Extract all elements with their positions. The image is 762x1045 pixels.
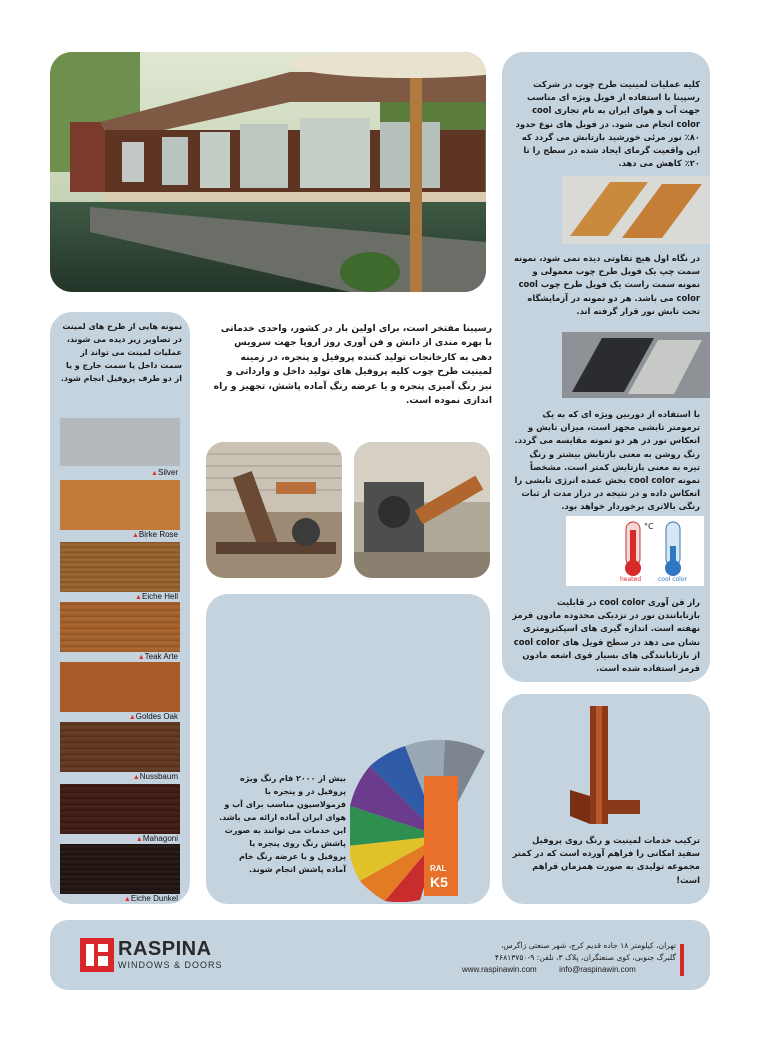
swatch-birke-rose [60,480,180,530]
laminating-machine-photo-left [206,442,342,578]
swatch-silver-label: ▲Silver [151,468,178,477]
footer-website-link[interactable]: www.raspinawin.com [462,965,537,974]
swatch-eiche-dunkel [60,844,180,894]
thermo-cool-label: cool color [658,576,687,583]
thermal-measurement-text: با استفاده از دوربین ویژه ای که به یک ترمومتر تابشی مجهز است، میزان تابش و انعکاس نور در هر دو نمونه مقایسه می گردد. رنگ روشن به معنی بازتابش بیشتر و رنگ تیره به معنی بازتابش کمتر است. مشخصاً نمونه cool color بخش عمده انرژی تابشی را انعکاس داده و در نتیجه در دراز مدت از ثبات رنگی بالاتری برخوردار خواهد بود. [514,409,700,512]
footer-email-link[interactable]: info@raspinawin.com [559,965,636,974]
footer-accent-bar [680,944,684,976]
intro-text: رسپینا مفتخر است، برای اولین بار در کشور، واحدی خدماتی با بهره مندی از دانش و فن آوری روز اروپا جهت سرویس دهی به کارخانجات تولید کننده پروفیل و پنجره، در زمینه لمینیت طرح چوب کلیه پروفیل های تولید داخل و وارداتی و نیز رنگ آمیزی پنجره و یا عرضه رنگ آماده پاشش، تجهیز و راه اندازی نموده است. [213,323,492,407]
footer-web-row [462,964,676,976]
laminate-samples-text: نمونه هایی از طرح های لمینت در تصاویر زیر دیده می شوند، عملیات لمینت می تواند از سمت داخل یا سمت خارج و یا از دو طرف پروفیل انجام شود. [60,322,182,383]
swatch-teak-arte-label: ▲Teak Arte [137,652,178,661]
swatch-silver [60,418,180,466]
swatch-eiche-hell [60,542,180,592]
raspina-logo [80,938,280,978]
thermometer-graphic [566,516,704,586]
thermo-unit-label: °C [644,522,654,531]
paint-services-text: بیش از ۲۰۰۰ فام رنگ ویژه پروفیل در و پنجره با فرمولاسیون مناسب برای آب و هوای ایران آماده ارائه می باشد. این خدمات می توانند به صورت پاشش رنگ روی پنجره یا پروفیل و یا عرضه رنگ خام آماده پاشش انجام شوند. [219,774,346,874]
ral-fan-label-top: RAL [430,864,447,873]
profile-sample-image [560,700,650,830]
laminating-machine-photo-right [354,442,490,578]
thermo-heated-label: heated [620,576,642,583]
brand-tagline: WINDOWS & DOORS [118,960,223,970]
foil-samples-photo [562,176,710,244]
swatch-mahagoni [60,784,180,834]
footer-contact [462,940,676,976]
swatch-eiche-dunkel-label: ▲Eiche Dunkel [123,894,178,903]
swatch-teak-arte [60,602,180,652]
footer-address-line-2: گلبرگ جنوبی، کوی صنعتگران، پلاک ۳، تلفن: ۹-۴۶۸۱۳۷۵۰ [494,953,676,962]
swatch-birke-rose-label: ▲Birke Rose [131,530,178,539]
swatch-goldes-oak-label: ▲Goldes Oak [128,712,178,721]
building-photo [50,52,486,292]
swatch-nussbaum [60,722,180,772]
foil-comparison-text: در نگاه اول هیچ تفاوتی دیده نمی شود، نمونه سمت چپ یک فویل طرح چوب معمولی و نمونه سمت راست یک فویل طرح چوب cool color می باشد. هر دو نمونه در آزمایشگاه تحت تابش نور قرار گرفته اند. [514,253,700,316]
swatch-mahagoni-label: ▲Mahagoni [135,834,178,843]
cool-color-intro-text: کلیه عملیات لمینیت طرح چوب در شرکت رسپینا با استفاده از فویل ویژه ای مناسب جهت آب و هوای ایران به نام تجاری cool color انجام می شود. در فویل های نوع حدود ۸۰٪ نور مرئی خورشید بازتابش می گردد که این واقعیت گرمای ایجاد شده در سطح را تا ۲۰٪ کاهش می دهد. [515,79,700,169]
infrared-reflection-text: راز فن آوری cool color در قابلیت بازتابانندن نور در نزدیکی محدوده مادون قرمز نهفته است. اندازه گیری های اسپکترومتری نشان می دهد در سطح فویل های cool color از بازتابانندگی های بسیار قوی اشعه مادون قرمز استفاده شده است. [512,597,700,674]
ral-fan-label-big: K5 [430,874,448,890]
thermal-camera-photo [562,332,710,398]
swatch-nussbaum-label: ▲Nussbaum [132,772,178,781]
brand-name: RASPINA [118,938,212,960]
swatch-goldes-oak [60,662,180,712]
ral-color-fan [350,716,490,902]
combined-services-text: ترکیب خدمات لمینیت و رنگ روی پروفیل سفید امکانی را فراهم آورده است که در کمتر مجموعه تولیدی به صورت همزمان فراهم است! [512,835,700,885]
swatch-eiche-hell-label: ▲Eiche Hell [135,592,178,601]
footer-address-line-1: تهران، کیلومتر ۱۸ جاده قدیم کرج، شهر صنعتی زاگرس، [500,941,676,950]
